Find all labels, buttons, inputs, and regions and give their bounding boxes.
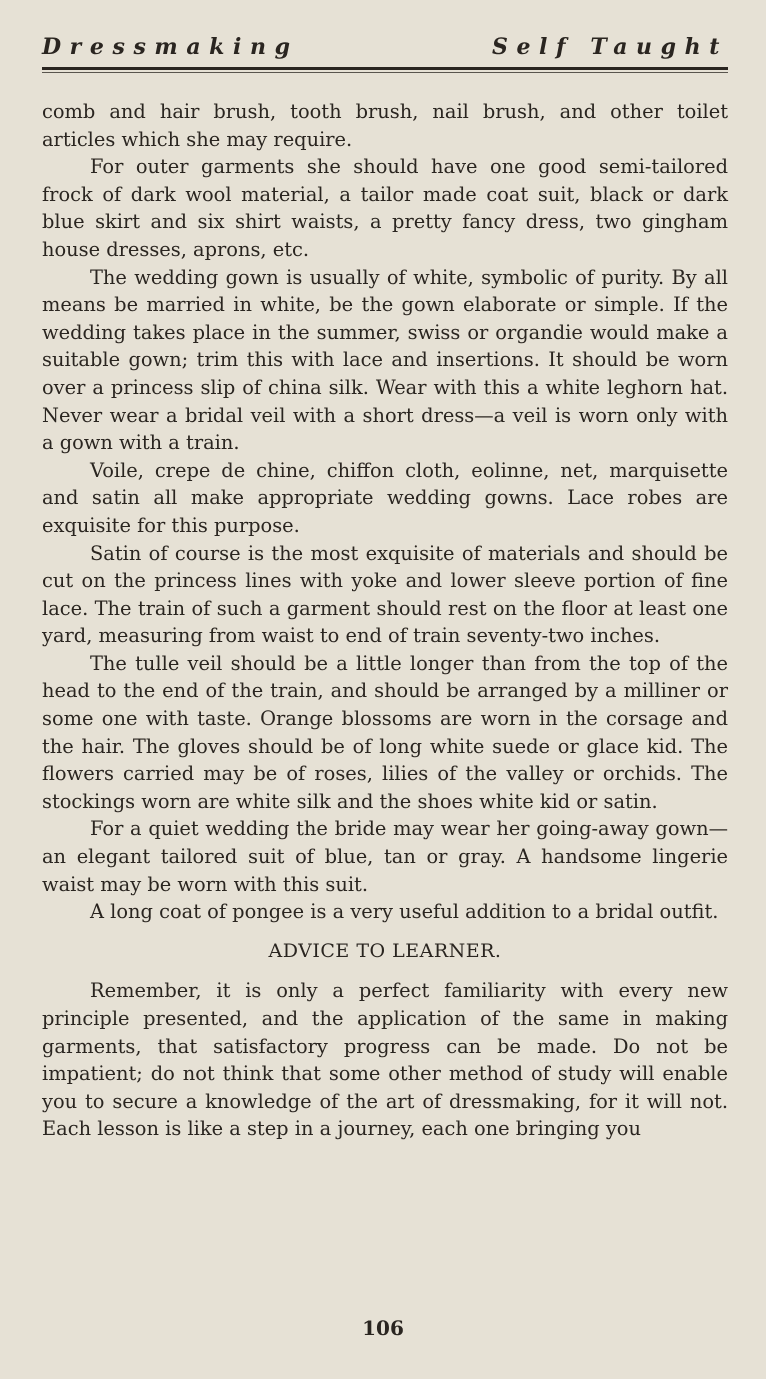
paragraph: For a quiet wedding the bride may wear her going-away gown—an elegant tailored suit of blue, tan or gray. A handsome lingerie waist may be worn with this suit. [42,817,728,896]
section-heading: ADVICE TO LEARNER. [268,939,502,962]
header-rule [42,67,728,70]
running-head-subtitle: Self Taught [491,34,728,60]
running-head [42,34,728,64]
paragraph: Remember, it is only a perfect familiarity with every new principle presented, and the application of the same in making garments, that satisfactory progress can be made. Do not be impatient; do not think that some other method of study will enable you to secure a knowledge of the art of dressmaking, for it will not. Each lesson is like a step in a journey, each one bringing you [42,979,728,1141]
paragraph: Voile, crepe de chine, chiffon cloth, eolinne, net, marquisette and satin all make appropriate wedding gowns. Lace robes are exquisite for this purpose. [42,458,728,537]
paragraph-continued: comb and hair brush, tooth brush, nail brush, and other toilet articles which she may require. [42,100,728,151]
paragraph: A long coat of pongee is a very useful addition to a bridal outfit. [90,900,719,924]
paragraph: The wedding gown is usually of white, symbolic of purity. By all means be married in white, be the gown elaborate or simple. If the wedding takes place in the summer, swiss or organdie would make a suitable gown; trim this with lace and insertions. It should be worn over a princess slip of china silk. Wear with this a white leghorn hat. Never wear a bridal veil with a short dress—a veil is worn only with a gown with a train. [42,265,728,455]
paragraph: Satin of course is the most exquisite of materials and should be cut on the princess lines with yoke and lower sleeve portion of fine lace. The train of such a garment should rest on the floor at least one yard, measuring from waist to end of train seventy-two inches. [42,541,728,648]
paragraph: The tulle veil should be a little longer than from the top of the head to the end of the train, and should be arranged by a milliner or some one with taste. Orange blossoms are worn in the corsage and the hair. The gloves should be of long white suede or glace kid. The flowers carried may be of roses, lilies of the valley or orchids. The stockings worn are white silk and the shoes white kid or satin. [42,651,728,813]
body-text [42,98,728,1143]
header-rule-thin [42,72,728,73]
paragraph: For outer garments she should have one good semi-tailored frock of dark wool material, a tailor made coat suit, black or dark blue skirt and six shirt waists, a pretty fancy dress, two gingham house dresses, aprons, etc. [42,155,728,261]
running-head-title: Dressmaking [42,34,299,60]
page-number: 106 [362,1316,404,1340]
